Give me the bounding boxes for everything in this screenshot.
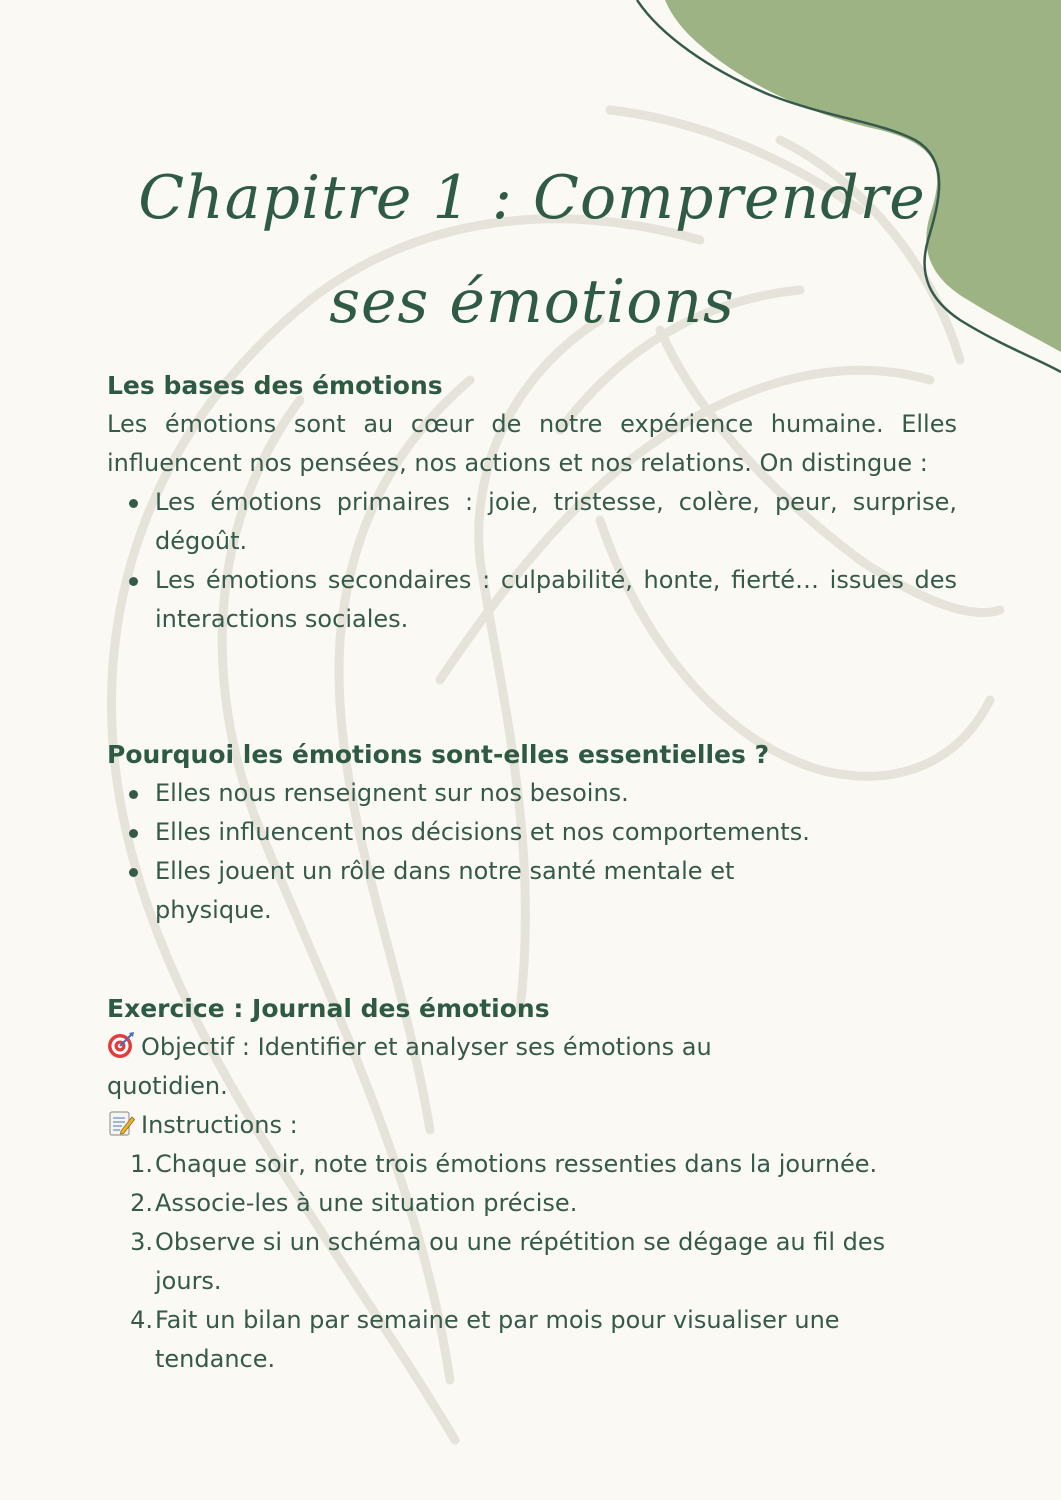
list-item xyxy=(107,1223,897,1301)
section-exercice xyxy=(107,989,957,1379)
step-number: 4. xyxy=(130,1306,153,1334)
instructions-label: Instructions : xyxy=(141,1111,298,1139)
section-heading-exercice: Exercice : Journal des émotions xyxy=(107,994,550,1023)
step-number: 3. xyxy=(130,1228,153,1256)
step-text: Fait un bilan par semaine et par mois pour visualiser une tendance. xyxy=(155,1306,840,1373)
page-content xyxy=(107,0,957,1500)
bullet-list-pourquoi xyxy=(107,774,957,930)
section-pourquoi xyxy=(107,735,957,930)
step-text: Observe si un schéma ou une répétition se dégage au fil des jours. xyxy=(155,1228,886,1295)
list-item: Elles jouent un rôle dans notre santé mentale et physique. xyxy=(107,852,857,930)
list-item xyxy=(107,1145,897,1184)
objective-line xyxy=(107,1028,957,1106)
page-title xyxy=(87,146,977,354)
list-item: Elles influencent nos décisions et nos comportements. xyxy=(107,813,857,852)
instructions-line xyxy=(107,1106,957,1145)
section-heading-pourquoi: Pourquoi les émotions sont-elles essentielles ? xyxy=(107,740,770,769)
section-paragraph-bases: Les émotions sont au cœur de notre expérience humaine. Elles influencent nos pensées, nos actions et nos relations. On distingue : xyxy=(107,410,957,477)
title-line-1: Chapitre 1 : Comprendre xyxy=(138,163,926,233)
step-number: 1. xyxy=(130,1150,153,1178)
list-item: Les émotions secondaires : culpabilité, honte, fierté… issues des interactions sociales. xyxy=(107,561,957,639)
step-number: 2. xyxy=(130,1189,153,1217)
target-icon xyxy=(107,1031,135,1059)
memo-icon xyxy=(107,1109,135,1137)
list-item xyxy=(107,1301,897,1379)
section-heading-bases: Les bases des émotions xyxy=(107,371,443,400)
list-item: Les émotions primaires : joie, tristesse, colère, peur, surprise, dégoût. xyxy=(107,483,957,561)
instruction-steps-list xyxy=(107,1145,957,1379)
section-bases xyxy=(107,366,957,639)
list-item: Elles nous renseignent sur nos besoins. xyxy=(107,774,857,813)
title-line-2: ses émotions xyxy=(329,267,735,337)
step-text: Chaque soir, note trois émotions ressenties dans la journée. xyxy=(155,1150,878,1178)
list-item xyxy=(107,1184,897,1223)
step-text: Associe-les à une situation précise. xyxy=(155,1189,578,1217)
objective-text: Objectif : Identifier et analyser ses émotions au quotidien. xyxy=(107,1033,712,1100)
bullet-list-bases xyxy=(107,483,957,639)
